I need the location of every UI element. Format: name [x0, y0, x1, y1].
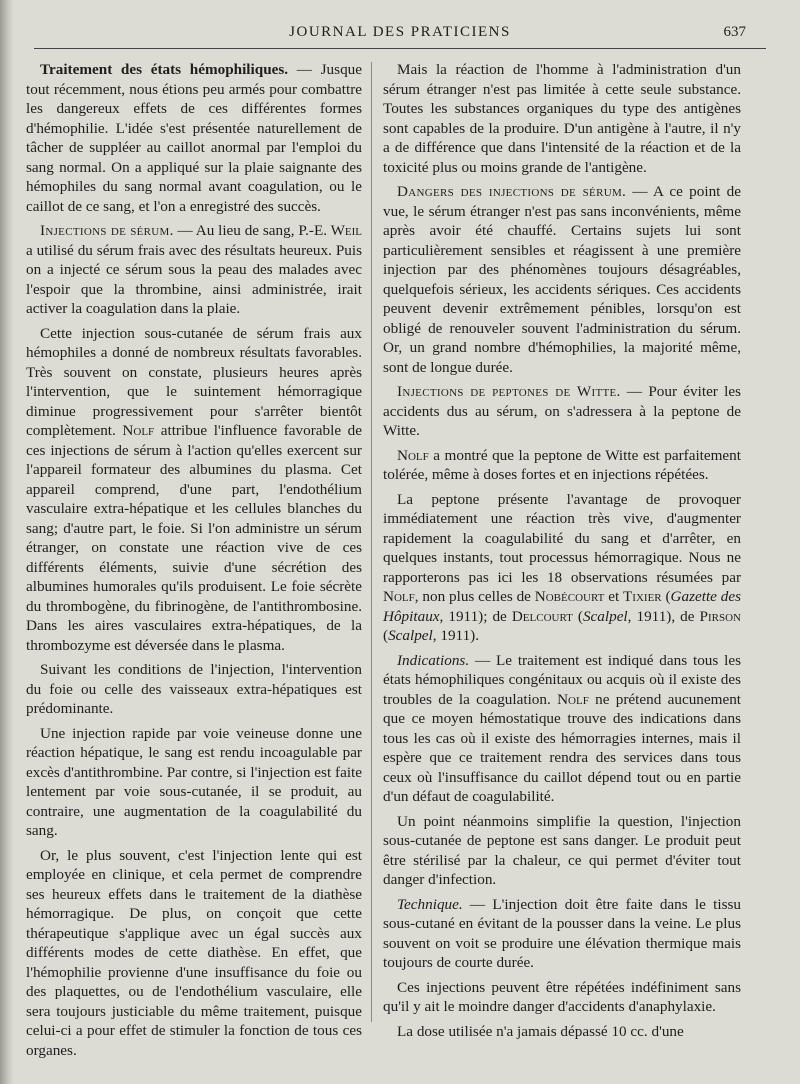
- journal-title: Scalpel: [582, 607, 628, 625]
- author-name: Pirson: [699, 607, 741, 625]
- paragraph-serum-dangers: Dangers des injections de sérum. — A ce point de vue, le sérum étranger n'est pas sans inconvénients, même après avoir été chauffé. Certains sujets lui sont particulièrement sensibles et réagissent à une première injection par des phénomènes toujours désagréables, quelquefois sérieux, les accidents sériques. Ces accidents peuvent devenir extrêmement pénibles, lorsqu'on est obligé de renouveler souvent l'administration du sérum. Or, un grand nombre d'hémophilies, la majorité même, sont de longue durée.: [383, 183, 742, 376]
- author-name: Nolf: [122, 422, 155, 439]
- journal-title: Gazette des Hôpitaux: [383, 588, 742, 625]
- paragraph: Or, le plus souvent, c'est l'injection lente qui est employée en clinique, et cela permet de comprendre ses heureux effets dans le traitement de la diathèse hémorragique. De plus, on conçoit que cette thérapeutique s'applique avec un égal succès aux différents modes de cette diathèse. En effet, que l'hémophilie provienne d'une insuffisance du foie ou des plaquettes, ou de l'endothélium vasculaire, elle sera toujours justiciable du même traitement, puisque celui-ci a pour effet de stimuler la fonction de tous ces organes.: [26, 846, 362, 1059]
- paragraph: Suivant les conditions de l'injection, l'intervention du foie ou celle des vaisseaux extra-hépatiques est prédominante.: [26, 661, 362, 717]
- paragraph-indications: Indications. — Le traitement est indiqué dans tous les états hémophiliques congénitaux ou acquis où il existe des troubles de la coagulation. Nolf ne prétend aucunement que ce moyen hémostatique trouve des indications dans tous les cas où il existe des hémorragies internes, mais il espère que ce traitement rendra des services dans tous ceux où l'insuffisance du caillot dépend tout ou en partie d'un défaut de coagulabilité.: [383, 651, 742, 805]
- author-name: Nolf: [383, 588, 415, 605]
- paragraph-serum-injections: Injections de sérum. — Au lieu de sang, P.-E. Weil a utilisé du sérum frais avec des résultats heureux. Puis on a injecté ce sérum sous la peau des malades avec l'espoir que la thrombine, ainsi administrée, irait activer la coagulation dans la plaie.: [26, 222, 363, 317]
- paragraph: Ces injections peuvent être répétées indéfiniment sans qu'il y ait le moindre danger d'accidents d'anaphylaxie.: [383, 978, 741, 1015]
- section-heading: Traitement des états hémophiliques.: [40, 61, 289, 78]
- left-column: [26, 60, 362, 1065]
- running-title: JOURNAL DES PRATICIENS: [289, 24, 511, 40]
- author-name: Nobécourt: [534, 588, 605, 605]
- column-divider: [371, 62, 372, 1022]
- paragraph: Un point néanmoins simplifie la question, l'injection sous-cutanée de peptone est sans danger. Le produit peut être stérilisé par la chaleur, ce qui permet d'éviter tout danger d'infection.: [383, 812, 741, 888]
- section-heading: Injections de sérum.: [40, 222, 174, 239]
- paragraph-with-citations: La peptone présente l'avantage de provoquer immédiatement une réaction très vive, d'augmenter rapidement la coagulabilité du sang et d'arrêter, en quelques instants, tout processus hémorragique. Nous ne rapporterons pas ici les 18 observations résumées par Nolf, non plus celles de Nobécourt et Tixier (Gazette des Hôpitaux, 1911); de Delcourt (Scalpel, 1911), de Pirson (Scalpel, 1911).: [383, 490, 742, 644]
- author-name: Delcourt: [511, 607, 573, 625]
- paragraph: La dose utilisée n'a jamais dépassé 10 cc. d'une: [397, 1022, 684, 1040]
- section-heading: Injections de peptones de Witte.: [397, 383, 621, 400]
- right-column: [383, 60, 741, 1046]
- page-binding-edge: [0, 0, 14, 1084]
- section-heading: Technique.: [397, 895, 463, 913]
- page-number: 637: [723, 24, 746, 40]
- section-heading: Dangers des injections de sérum.: [397, 183, 627, 200]
- paragraph-peptone-injections: Injections de peptones de Witte. — Pour éviter les accidents dus au sérum, on s'adressera à la peptone de Witte.: [383, 383, 742, 439]
- paragraph: Cette injection sous-cutanée de sérum frais aux hémophiles a donné de nombreux résultats favorables. Très souvent on constate, plusieurs heures après l'intervention, que le suintement hémorragique diminue progressivement pour s'arrêter bientôt complètement. Nolf attribue l'influence favorable de ces injections de sérum à l'action qu'elles exercent sur l'appareil formateur des albumines du plasma. Cet appareil comprend, d'une part, l'endothélium vasculaire extra-hépatique et les cellules blanches du sang; d'autre part, le foie. Si l'on administre un sérum étranger, on constate une réaction vive de ces différents éléments, suivie d'une sécrétion des albumines humorales qu'ils produisent. Le foie sécrète du thrombogène, du fibrinogène, de l'antithrombosine. Dans les aires vasculaires extra-hépatiques, de la thrombozyme est déversée dans le plasma.: [26, 324, 362, 654]
- page-header: [40, 22, 760, 48]
- paragraph-treatment-intro: Traitement des états hémophiliques. — Jusque tout récemment, nous étions peu armés pour combattre les dangereux effets de ces différentes formes d'hémophilie. L'idée s'est présentée naturellement de tâcher de suppléer au caillot anormal par l'emploi du sang normal. On a appliqué sur la plaie saignante des hémophiles du sang normal avant coagulation, ou le caillot de ce sang, et l'on a enregistré des succès.: [26, 61, 362, 215]
- paragraph: Une injection rapide par voie veineuse donne une réaction hépatique, le sang est rendu incoagulable par excès d'antithrombine. Par contre, si l'injection est faite lentement par voie sous-cutanée, il se produit, au contraire, une augmentation de la coagulabilité du sang.: [26, 724, 362, 839]
- author-name: Nolf: [397, 446, 429, 464]
- section-heading: Indications.: [397, 651, 470, 669]
- header-rule: [34, 48, 766, 49]
- paragraph: Nolf a montré que la peptone de Witte est parfaitement tolérée, même à doses fortes et en injections répétées.: [383, 446, 741, 483]
- journal-title: Scalpel: [388, 627, 433, 644]
- author-name: Tixier: [623, 588, 662, 605]
- author-name: P.-E. Weil: [298, 222, 363, 239]
- paragraph-technique: Technique. — L'injection doit être faite dans le tissu sous-cutané en évitant de la pousser dans la veine. Le plus souvent on voit se produire une élévation thermique mais toujours de courte durée.: [383, 895, 741, 971]
- paragraph: Mais la réaction de l'homme à l'administration d'un sérum étranger n'est pas limitée à cette seule substance. Toutes les substances organiques du type des antigènes sont capables de la produire. D'un antigène à l'autre, il n'y a de différence que dans l'intensité de la réaction et de la toxicité plus ou moins grande de l'antigène.: [383, 61, 741, 176]
- author-name: Nolf: [557, 690, 589, 708]
